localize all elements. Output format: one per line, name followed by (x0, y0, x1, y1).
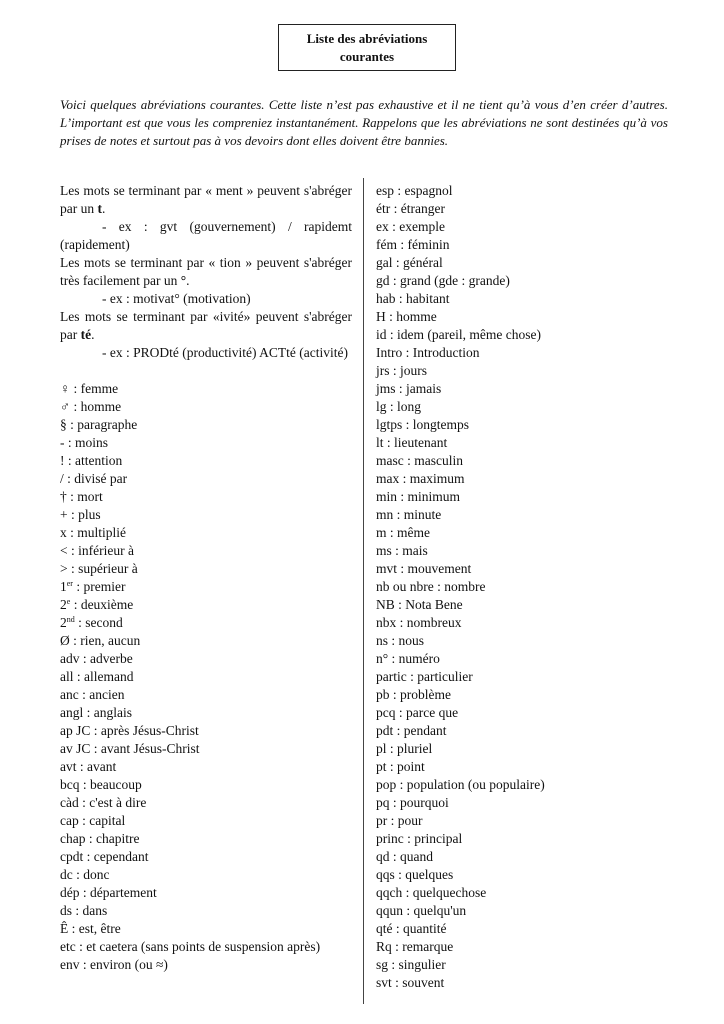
abbreviation-entry: qqs : quelques (376, 867, 454, 882)
abbreviation-entry: mvt : mouvement (376, 561, 472, 576)
abbreviation-entry: < : inférieur à (60, 543, 134, 558)
abbreviation-entry: lgtps : longtemps (376, 417, 470, 432)
abbreviation-entry: pl : pluriel (376, 741, 433, 756)
abbreviation-entry: etc : et caetera (sans points de suspension après) (60, 939, 321, 954)
rule-tion: Les mots se terminant par « tion » peuvent s'abréger très facilement par un °. (60, 255, 352, 288)
abbreviation-entry: - : moins (60, 435, 109, 450)
ordinal-deuxieme: 2e : deuxième (60, 597, 134, 612)
abbreviation-entry: ♀ : femme (60, 381, 119, 396)
abbreviation-entry: masc : masculin (376, 453, 463, 468)
abbreviation-list-left-2 (60, 632, 352, 974)
abbreviation-entry: angl : anglais (60, 705, 132, 720)
abbreviation-entry: § : paragraphe (60, 417, 138, 432)
abbreviation-entry: qd : quand (376, 849, 433, 864)
abbreviation-entry: gal : général (376, 255, 443, 270)
rule-ite-example: - ex : PRODté (productivité) ACTté (activité) (102, 345, 348, 360)
abbreviation-entry: n° : numéro (376, 651, 440, 666)
abbreviation-entry: jrs : jours (376, 363, 428, 378)
abbreviation-entry: pcq : parce que (376, 705, 459, 720)
abbreviation-entry: Ø : rien, aucun (60, 633, 141, 648)
abbreviation-list-left-1 (60, 380, 352, 578)
abbreviation-entry: dép : département (60, 885, 157, 900)
column-divider (363, 178, 364, 1004)
right-column (376, 182, 686, 992)
abbreviation-entry: > : supérieur à (60, 561, 138, 576)
abbreviation-entry: max : maximum (376, 471, 465, 486)
abbreviation-entry: pr : pour (376, 813, 423, 828)
abbreviation-entry: † : mort (60, 489, 103, 504)
abbreviation-entry: ♂ : homme (60, 399, 122, 414)
abbreviation-entry: partic : particulier (376, 669, 473, 684)
abbreviation-entry: jms : jamais (376, 381, 442, 396)
abbreviation-entry: cpdt : cependant (60, 849, 149, 864)
abbreviation-entry: anc : ancien (60, 687, 125, 702)
rule-ment: Les mots se terminant par « ment » peuvent s'abréger par un t. (60, 183, 352, 216)
abbreviation-entry: mn : minute (376, 507, 442, 522)
abbreviation-entry: Ê : est, être (60, 921, 121, 936)
abbreviation-entry: pq : pourquoi (376, 795, 449, 810)
abbreviation-entry: env : environ (ou ≈) (60, 957, 168, 972)
abbreviation-entry: min : minimum (376, 489, 461, 504)
title-line-1: Liste des abréviations (306, 31, 428, 46)
abbreviation-entry: lt : lieutenant (376, 435, 448, 450)
abbreviation-entry: ms : mais (376, 543, 428, 558)
abbreviation-entry: esp : espagnol (376, 183, 453, 198)
abbreviation-entry: dc : donc (60, 867, 110, 882)
abbreviation-entry: càd : c'est à dire (60, 795, 147, 810)
abbreviation-entry: pop : population (ou populaire) (376, 777, 545, 792)
abbreviation-entry: all : allemand (60, 669, 134, 684)
abbreviation-entry: qté : quantité (376, 921, 447, 936)
title-line-2: courantes (339, 49, 395, 64)
abbreviation-entry: ns : nous (376, 633, 425, 648)
abbreviation-entry: lg : long (376, 399, 422, 414)
spacer (60, 362, 352, 380)
abbreviation-entry: m : même (376, 525, 430, 540)
abbreviation-entry: id : idem (pareil, même chose) (376, 327, 541, 342)
rule-ment-example: - ex : gvt (gouvernement) / rapidemt (rapidement) (60, 219, 352, 252)
abbreviation-entry: cap : capital (60, 813, 126, 828)
rule-tion-example: - ex : motivat° (motivation) (102, 291, 251, 306)
abbreviation-entry: pdt : pendant (376, 723, 447, 738)
abbreviation-entry: chap : chapitre (60, 831, 140, 846)
abbreviation-entry: / : divisé par (60, 471, 128, 486)
ordinal-premier: 1er : premier (60, 579, 126, 594)
intro-paragraph: Voici quelques abréviations courantes. Cette liste n’est pas exhaustive et il ne tient qu’à vous d’en créer d’autres. L’important est que vous les compreniez instantanément. Rappelons que les abréviations ne sont destinées qu’à vos prises de notes et surtout pas à vos devoirs dont elles doivent être bannies. (60, 97, 668, 148)
abbreviation-entry: étr : étranger (376, 201, 445, 216)
abbreviation-entry: gd : grand (gde : grande) (376, 273, 510, 288)
abbreviation-entry: Rq : remarque (376, 939, 454, 954)
abbreviation-entry: avt : avant (60, 759, 117, 774)
document-title (278, 24, 456, 71)
rule-ite: Les mots se terminant par «ivité» peuvent s'abréger par té. (60, 309, 352, 342)
abbreviation-entry: fém : féminin (376, 237, 450, 252)
abbreviation-entry: ex : exemple (376, 219, 445, 234)
abbreviation-entry: pt : point (376, 759, 425, 774)
abbreviation-entry: nbx : nombreux (376, 615, 462, 630)
abbreviation-entry: princ : principal (376, 831, 463, 846)
abbreviation-entry: NB : Nota Bene (376, 597, 463, 612)
ordinal-second: 2nd : second (60, 615, 123, 630)
abbreviation-entry: + : plus (60, 507, 101, 522)
abbreviation-entry: ds : dans (60, 903, 108, 918)
abbreviation-entry: qqch : quelquechose (376, 885, 487, 900)
abbreviation-entry: adv : adverbe (60, 651, 133, 666)
abbreviation-entry: hab : habitant (376, 291, 450, 306)
abbreviation-entry: av JC : avant Jésus-Christ (60, 741, 200, 756)
abbreviation-entry: pb : problème (376, 687, 451, 702)
abbreviation-entry: nb ou nbre : nombre (376, 579, 486, 594)
abbreviation-entry: Intro : Introduction (376, 345, 480, 360)
abbreviation-entry: sg : singulier (376, 957, 446, 972)
left-column (60, 182, 352, 974)
abbreviation-entry: H : homme (376, 309, 437, 324)
abbreviation-entry: ap JC : après Jésus-Christ (60, 723, 199, 738)
abbreviation-entry: x : multiplié (60, 525, 126, 540)
abbreviation-entry: ! : attention (60, 453, 123, 468)
abbreviation-entry: bcq : beaucoup (60, 777, 142, 792)
abbreviation-entry: qqun : quelqu'un (376, 903, 467, 918)
abbreviation-entry: svt : souvent (376, 975, 445, 990)
abbreviation-list-right (376, 182, 686, 992)
